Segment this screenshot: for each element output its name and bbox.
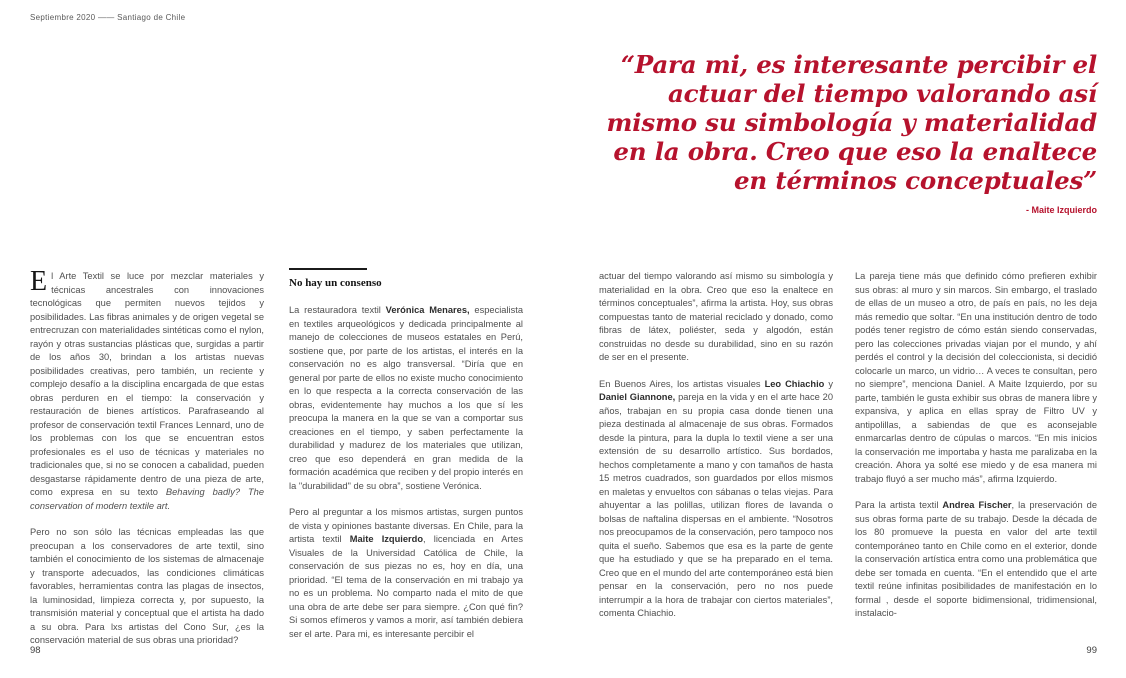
paragraph: La restauradora textil Verónica Menares, especialista en textiles arqueológicos y dedicada principalmente al manejo de colecciones de museos estatales en Perú, sostiene que, por parte de los artistas, el interés en la conservación no es algo transversal. “Diría que en general por parte de ellos no existe mucho conocimiento en lo que respecta a la correcta conservación de las obras, evidentemente hay muchos a los que sí les preocupa la manera en la que se van a comportar sus creaciones en el tiempo, y saben perfectamente la durabilidad y madurez de los materiales que utilizan, creo que eso dependerá en gran medida de la formación académica que reciben y del propio interés en la "durabilidad" de su obra”, sostiene Verónica. [289, 305, 523, 491]
paragraph: Para la artista textil Andrea Fischer, la preservación de sus obras forma parte de su trabajo. Desde la década de los 80 promueve la puesta en valor del arte textil contemporáneo tanto en Chile como en el exterior, donde la conservación artística entra como una problemática que debe ser tomada en cuenta. “En el entendido que el arte textil reúne infinitas posibilidades de manifestación en lo formal , desde el soporte bidimensional, tridimensional, instalacio- [855, 500, 1098, 618]
dateline: Septiembre 2020 —— Santiago de Chile [30, 13, 186, 22]
section-heading: No hay un consenso [289, 277, 382, 289]
paragraph: Pero no son sólo las técnicas empleadas las que preocupan a los conservadores de arte textil, sino también el conocimiento de los sistemas de almacenaje y transporte adecuados, las condiciones climáticas favorables, herramientas contra las plagas de insectos, la luminosidad, limpieza correcta y, por supuesto, la transmisión material y conceptual que el artista ha dado a su obra. Para lxs artistas del Cono Sur, ¿es la conservación material de sus obras una prioridad? [30, 527, 264, 645]
pull-quote-text: “Para mi, es interesante percibir el actuar del tiempo valorando así mismo su simbología y materialidad en la obra. Creo que eso la enaltece en términos conceptuales” [606, 50, 1097, 195]
text-column-4 [855, 270, 1097, 621]
page-number-left: 98 [30, 645, 41, 656]
paragraph: El Arte Textil se luce por mezclar materiales y técnicas ancestrales con innovaciones tecnológicas que permiten nuevos tejidos y posibilidades. Las fibras animales y de origen vegetal se entrecruzan con materialidades sintéticas como el nylon, rayón y otras sustancias plásticas que, surgidas a partir de los años 30, brindan a los artistas nuevas posibilidades creativas, pero también, un reciente y complejo desafío a la disciplina encargada de que estas obras perduren en el tiempo: la conservación y restauración de bienes artísticos. Parafraseando al profesor de conservación textil Frances Lennard, uno de los problemas con los que se encuentran estos profesionales es el uso de técnicas y materiales no tradicionales que, si no se conocen a cabalidad, pueden desgastarse rápidamente dentro de una pieza de arte, como expresa en su texto Behaving badly? The conservation of modern textile art. [30, 266, 264, 511]
paragraph: Pero al preguntar a los mismos artistas, surgen puntos de vista y opiniones bastante diversas. En Chile, para la artista textil Maite Izquierdo, licenciada en Artes Visuales de la Universidad Católica de Chile, la conservación de sus piezas no es, hoy en día, una prioridad. “El tema de la conservación en mi trabajo ya no es un problema. No comparto nada el mito de que una obra de arte debe ser para siempre. ¿Con qué fin? Si somos efímeros y vamos a morir, así también debiera ser el arte. Para mi, es interesante percibir el [289, 507, 523, 639]
paragraph: actuar del tiempo valorando así mismo su simbología y materialidad en la obra. Creo que eso la enaltece en términos conceptuales”, afirma la artista. Hoy, sus obras compuestas tanto de material reciclado y donado, como fibras de látex, poliéster, seda y algodón, están construidas no desde su durabilidad, sino en su razón de ser en el presente. [599, 271, 833, 362]
page-number-right: 99 [1086, 645, 1097, 656]
drop-cap: E [30, 266, 48, 297]
text-column-3 [599, 270, 833, 621]
paragraph: La pareja tiene más que definido cómo prefieren exhibir sus obras: al muro y sin marcos. Sin embargo, el traslado de ellas de un museo a otro, de país en país, no les deja más remedio que soltar. “En una institución dentro de todo podés tener registro de cómo están siendo conservadas, pero las colecciones privadas viajan por el mundo, y ahí perdés el control y la decisión del coleccionista, si decidió colocarle un marco, un vidrio… A veces te consultan, pero no siempre”, menciona Daniel. A Maite Izquierdo, por su parte, también le gusta exhibir sus obras de manera libre y expansiva, y aplica en ellas spray de Filtro UV y antipolillas, a sabiendas de que es aconsejable enmarcarlas dentro de cúpulas o marcos. “En mis inicios la conservación me importaba y hasta me paralizaba en la creación. Ahora ya solté ese miedo y de esa manera mi trabajo fluyó a ser mucho más”, afirma Izquierdo. [855, 271, 1097, 484]
text-column-2 [289, 268, 523, 641]
paragraph: En Buenos Aires, los artistas visuales Leo Chiachio y Daniel Giannone, pareja en la vida y en el arte hace 20 años, trabajan en su propia casa donde tienen una pieza destinada al almacenaje de sus obras. Formados desde la pintura, para la dupla lo textil viene a ser una extensión de su desarrollo artístico. Sus bordados, hechos completamente a mano y con tamaños de hasta 15 metros cuadrados, son guardados por ellos mismos en maletas y envueltos con sábanas o telas viejas. Para ahuyentar a las polillas, utilizan flores de lavanda o bolsas de naftalina dispersas en el ambiente. “Nosotros nos preocupamos de la conservación, pero tampoco nos quita el sueño. Sabemos que esa es la parte de gente que ha estudiado y que se ha preparado en el tema. Creo que en el mundo del arte contemporáneo está bien pensar en la conservación, pero no nos puede interrumpir a la hora de trabajar con ciertos materiales”, comenta Chiachio. [599, 378, 833, 618]
pull-quote-attribution: - Maite Izquierdo [1025, 205, 1097, 215]
section-rule [289, 268, 367, 270]
pull-quote [577, 50, 1097, 215]
text-column-1 [30, 266, 264, 648]
